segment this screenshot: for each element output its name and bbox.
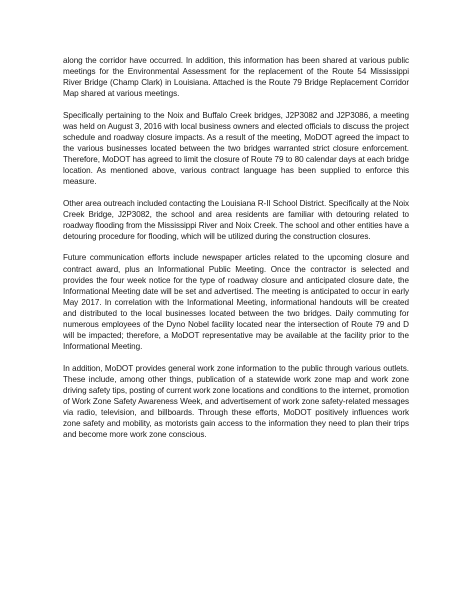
paragraph-work-zone-information: In addition, MoDOT provides general work zone information to the public through various outlets. These include, among other things, publication of a statewide work zone map and work zone driving safety tips, posting of current work zone locations and conditions to the internet, promotion of Work Zone Safety Awareness Week, and advertisement of work zone safety-related messages via radio, television, and billboards. Through these efforts, MoDOT positively influences work zone safety and mobility, as motorists gain access to the information they need to plan their trips and become more work zone conscious. [63,363,409,439]
paragraph-future-communication: Future communication efforts include newspaper articles related to the upcoming closure and contract award, plus an Informational Public Meeting. Once the contractor is selected and provides the four week notice for the type of roadway closure and anticipated closure date, the Informational Meeting date will be set and advertised. The meeting is anticipated to occur in early May 2017. In correlation with the Informational Meeting, informational handouts will be created and distributed to the local businesses located between the two bridges. Daily commuting for numerous employees of the Dyno Nobel facility located near the intersection of Route 79 and D will be impacted; therefore, a MoDOT representative may be available at the facility prior to the Informational Meeting. [63,253,409,351]
document-page [63,55,409,450]
paragraph-school-district-outreach: Other area outreach included contacting the Louisiana R-II School District. Specifically at the Noix Creek Bridge, J2P3082, the school and area residents are familiar with detouring related to roadway flooding from the Mississippi River and Noix Creek. The school and other entities have a detouring procedure for flooding, which will be utilized during the construction closures. [63,198,409,241]
paragraph-noix-buffalo-meeting: Specifically pertaining to the Noix and Buffalo Creek bridges, J2P3082 and J2P3086, a meeting was held on August 3, 2016 with local business owners and elected officials to discuss the project schedule and roadway closure impacts. As a result of the meeting, MoDOT agreed the impact to the various businesses located between the two bridges warranted strict closure enforcement. Therefore, MoDOT has agreed to limit the closure of Route 79 to 80 calendar days at each bridge location. As mentioned above, various contract language has been supplied to enforce this measure. [63,110,409,187]
paragraph-corridor-outreach: along the corridor have occurred. In addition, this information has been shared at various public meetings for the Environmental Assessment for the replacement of the Route 54 Mississippi River Bridge (Champ Clark) in Louisiana. Attached is the Route 79 Bridge Replacement Corridor Map shared at various meetings. [63,56,409,99]
